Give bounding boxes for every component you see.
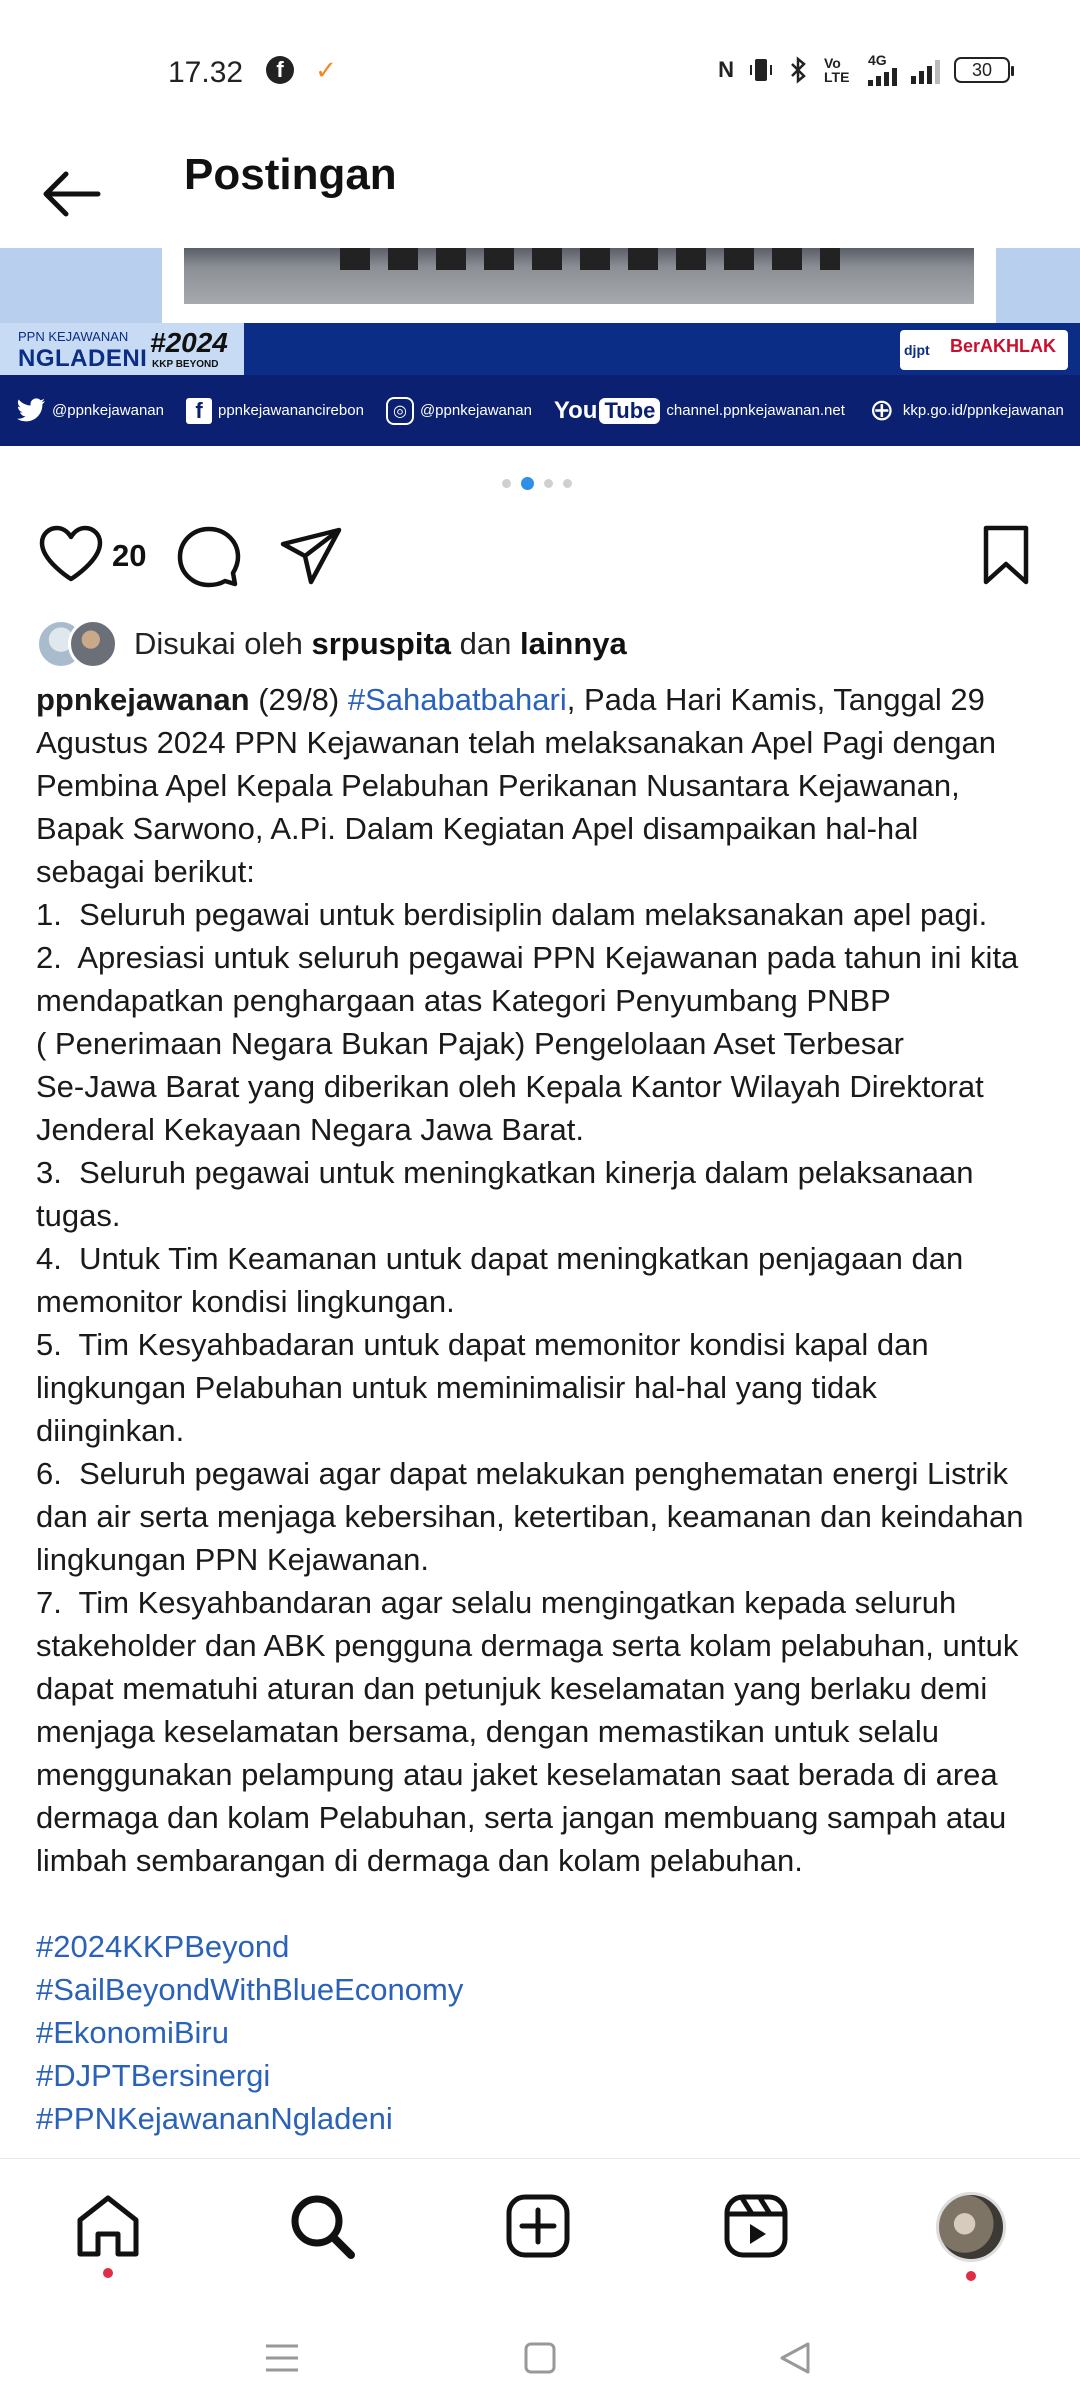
nav-reels[interactable] xyxy=(720,2190,792,2262)
status-bar xyxy=(0,0,1080,140)
carousel-indicator xyxy=(502,477,572,490)
carousel-dot-active xyxy=(521,477,534,490)
status-time: 17.32 xyxy=(168,56,244,89)
caption-line: Se-Jawa Barat yang diberikan oleh Kepala Kantor Wilayah Direktorat xyxy=(36,1069,984,1104)
caption-body xyxy=(36,721,1046,1882)
volte-icon: Vo LTE xyxy=(824,55,850,85)
caption-line: Agustus 2024 PPN Kejawanan telah melaksanakan Apel Pagi dengan xyxy=(36,725,996,760)
caption-line: ( Penerimaan Negara Bukan Pajak) Pengelolaan Aset Terbesar xyxy=(36,1026,904,1061)
liked-by[interactable] xyxy=(36,616,627,672)
signal-icon xyxy=(911,56,940,84)
bookmark-icon xyxy=(978,524,1034,586)
like-button[interactable] xyxy=(38,524,104,584)
twitter-icon xyxy=(16,396,46,426)
caption-username[interactable]: ppnkejawanan xyxy=(36,682,250,717)
caption-line: mendapatkan penghargaan atas Kategori Penyumbang PNBP xyxy=(36,983,891,1018)
facebook-handle: ppnkejawanancirebon xyxy=(217,402,364,419)
hashtag[interactable]: #2024KKPBeyond xyxy=(36,1929,290,1964)
caption-line: lingkungan PPN Kejawanan. xyxy=(36,1542,429,1577)
back-triangle-icon xyxy=(776,2338,816,2378)
post-image[interactable] xyxy=(0,248,1080,446)
caption-line: menjaga keselamatan bersama, dengan memastikan untuk selalu xyxy=(36,1714,939,1749)
caption-line: tugas. xyxy=(36,1198,121,1233)
create-icon xyxy=(502,2190,574,2262)
header xyxy=(0,140,1080,250)
hashtag-list xyxy=(36,1925,1046,2140)
nav-home[interactable] xyxy=(72,2190,144,2262)
hashtag[interactable]: #PPNKejawananNgladeni xyxy=(36,2101,393,2136)
caption-line: 1. Seluruh pegawai untuk berdisiplin dalam melaksanakan apel pagi. xyxy=(36,897,988,932)
hashtag[interactable]: #DJPTBersinergi xyxy=(36,2058,271,2093)
page-title: Postingan xyxy=(184,150,397,199)
liked-by-user[interactable]: srpuspita xyxy=(311,626,452,661)
like-count[interactable]: 20 xyxy=(112,538,147,573)
caption-line: memonitor kondisi lingkungan. xyxy=(36,1284,455,1319)
carousel-dot xyxy=(502,479,511,488)
bluetooth-icon xyxy=(788,56,810,84)
caption-line: limbah sembarangan di dermaga dan kolam pelabuhan. xyxy=(36,1843,803,1878)
caption-line: stakeholder dan ABK pengguna dermaga serta kolam pelabuhan, untuk xyxy=(36,1628,1019,1663)
bottom-nav xyxy=(0,2160,1080,2300)
system-back-button[interactable] xyxy=(776,2338,816,2378)
heart-icon xyxy=(38,524,104,584)
vibrate-icon xyxy=(748,56,774,84)
back-button[interactable] xyxy=(38,166,104,222)
network-type-label: 4G xyxy=(868,52,887,68)
avatar xyxy=(68,619,118,669)
caption-line: lingkungan Pelabuhan untuk meminimalisir hal-hal yang tidak xyxy=(36,1370,877,1405)
nav-search[interactable] xyxy=(286,2190,358,2262)
caption-line: 6. Seluruh pegawai agar dapat melakukan penghematan energi Listrik xyxy=(36,1456,1008,1491)
signal-4g-icon xyxy=(868,54,897,86)
hashtag[interactable]: #SailBeyondWithBlueEconomy xyxy=(36,1972,464,2007)
caption-line: menggunakan pelampung atau jaket keselamatan saat berada di area xyxy=(36,1757,998,1792)
hashtag[interactable]: #EkonomiBiru xyxy=(36,2015,229,2050)
caption-line: 7. Tim Kesyahbandaran agar selalu mengingatkan kepada seluruh xyxy=(36,1585,957,1620)
caption-line: 3. Seluruh pegawai untuk meningkatkan kinerja dalam pelaksanaan xyxy=(36,1155,974,1190)
caption-line: dapat mematuhi aturan dan petunjuk keselamatan yang berlaku demi xyxy=(36,1671,988,1706)
youtube-channel: channel.ppnkejawanan.net xyxy=(666,402,845,419)
post-actions xyxy=(0,520,1080,590)
nav-create[interactable] xyxy=(502,2190,574,2262)
liked-by-others[interactable]: lainnya xyxy=(519,626,627,661)
caption-line: dan air serta menjaga kebersihan, ketertiban, keamanan dan keindahan xyxy=(36,1499,1024,1534)
arrow-left-icon xyxy=(38,166,104,222)
reels-icon xyxy=(720,2190,792,2262)
search-icon xyxy=(286,2190,358,2262)
globe-icon: ⊕ xyxy=(869,394,895,427)
comment-icon xyxy=(176,524,242,588)
system-menu-button[interactable] xyxy=(262,2338,302,2378)
carousel-dot xyxy=(544,479,553,488)
notification-dot xyxy=(103,2268,113,2278)
liked-by-text: Disukai oleh srpuspita dan lainnya xyxy=(134,626,627,661)
berakhlak-logo: djpt BerAKHLAK xyxy=(900,330,1068,370)
facebook-icon: f xyxy=(266,56,294,84)
facebook-square-icon: f xyxy=(186,398,212,424)
notification-dot xyxy=(966,2271,976,2281)
ppn-logo: PPN KEJAWANAN NGLADENI #2024 KKP BEYOND xyxy=(0,323,244,375)
system-home-button[interactable] xyxy=(520,2338,560,2378)
twitter-handle: @ppnkejawanan xyxy=(52,402,164,419)
youtube-icon: You Tube xyxy=(554,397,660,425)
home-icon xyxy=(72,2190,144,2262)
comment-button[interactable] xyxy=(176,524,242,588)
caption-line: 5. Tim Kesyahbadaran untuk dapat memonitor kondisi kapal dan xyxy=(36,1327,929,1362)
post-caption: ppnkejawanan (29/8) #Sahabatbahari, Pada Hari Kamis, Tanggal 29 Agustus 2024 PPN Kejawanan telah melaksanakan Apel Pagi dengan Pembina Apel Kepala Pelabuhan Perikanan Nusantara Kejawanan, Bapak Sarwono, A.Pi. Dalam Kegiatan Apel disampaikan hal-hal sebagai berikut: 1. Seluruh pegawai untuk berdisiplin dalam melaksanakan apel pagi. 2. Apresiasi untuk seluruh pegawai PPN Kejawanan pada tahun ini kita mendapatkan penghargaan atas Kategori Penyumbang PNBP ( Penerimaan Negara Bukan Pajak) Pengelolaan Aset Terbesar Se-Jawa Barat yang diberikan oleh Kepala Kantor Wilayah Direktorat Jenderal Kekayaan Negara Jawa Barat. 3. Seluruh pegawai untuk meningkatkan kinerja dalam pelaksanaan tugas. 4. Untuk Tim Keamanan untuk dapat meningkatkan penjagaan dan memonitor kondisi lingkungan. 5. Tim Kesyahbadaran untuk dapat memonitor kondisi kapal dan lingkungan Pelabuhan untuk meminimalisir hal-hal yang tidak diinginkan. 6. Seluruh pegawai agar dapat melakukan penghematan energi Listrik dan air serta menjaga kebersihan, ketertiban, keamanan dan keindahan lingkungan PPN Kejawanan. 7. Tim Kesyahbandaran agar selalu mengingatkan kepada seluruh stakeholder dan ABK pengguna dermaga serta kolam pelabuhan, untuk dapat mematuhi aturan dan petunjuk keselamatan yang berlaku demi menjaga keselamatan bersama, dengan memastikan untuk selalu menggunakan pelampung atau jaket keselamatan saat berada di area dermaga dan kolam Pelabuhan, serta jangan membuang sampah atau limbah sembarangan di dermaga dan kolam pelabuhan. #2024KKPBeyond #SailBeyondWithBlueEconomy #EkonomiBiru #DJPTBersinergi #PPNKejawananNgladeni xyxy=(36,678,1046,2140)
caption-line: sebagai berikut: xyxy=(36,854,255,889)
system-nav xyxy=(0,2310,1080,2400)
instagram-icon: ◎ xyxy=(386,397,414,425)
caption-line: dermaga dan kolam Pelabuhan, serta jangan membuang sampah atau xyxy=(36,1800,1007,1835)
carousel-dot xyxy=(563,479,572,488)
app-notification-icon: ✓ xyxy=(315,54,337,85)
instagram-handle: @ppnkejawanan xyxy=(419,402,532,419)
share-icon xyxy=(278,526,344,586)
caption-line: Jenderal Kekayaan Negara Jawa Barat. xyxy=(36,1112,584,1147)
caption-line: diinginkan. xyxy=(36,1413,185,1448)
save-button[interactable] xyxy=(978,524,1034,586)
menu-icon xyxy=(262,2338,302,2378)
nfc-icon: N xyxy=(718,57,734,82)
website-url: kkp.go.id/ppnkejawanan xyxy=(902,402,1064,419)
home-square-icon xyxy=(520,2338,560,2378)
caption-line: Bapak Sarwono, A.Pi. Dalam Kegiatan Apel disampaikan hal-hal xyxy=(36,811,919,846)
share-button[interactable] xyxy=(278,526,344,586)
caption-line: Pembina Apel Kepala Pelabuhan Perikanan Nusantara Kejawanan, xyxy=(36,768,960,803)
hashtag[interactable]: #Sahabatbahari xyxy=(347,682,567,717)
battery-icon: 30 xyxy=(954,57,1010,83)
profile-avatar[interactable] xyxy=(936,2192,1006,2262)
caption-line: 2. Apresiasi untuk seluruh pegawai PPN Kejawanan pada tahun ini kita xyxy=(36,940,1019,975)
caption-line: 4. Untuk Tim Keamanan untuk dapat meningkatkan penjagaan dan xyxy=(36,1241,964,1276)
social-banner xyxy=(0,375,1080,446)
